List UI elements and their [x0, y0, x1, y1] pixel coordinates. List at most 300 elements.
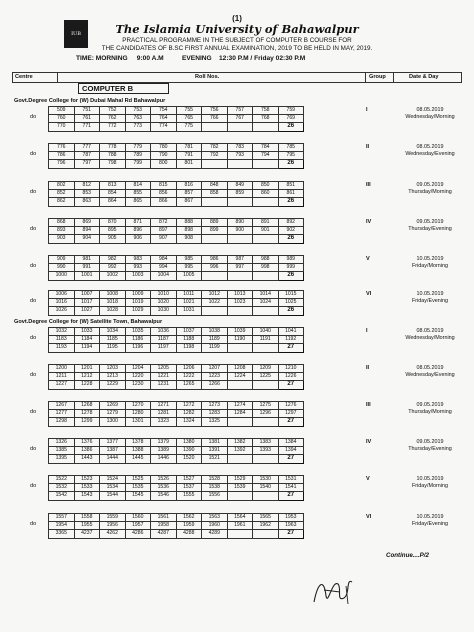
- roll-number-block: [48, 218, 304, 244]
- roll-number-cell: 1394: [278, 447, 304, 455]
- roll-number-cell: 783: [227, 144, 253, 152]
- exam-date-day: [398, 107, 462, 121]
- exam-date: 09.05.2019: [416, 439, 444, 445]
- exam-day: Friday/Evening: [412, 297, 448, 304]
- roll-number-cell: 890: [227, 219, 253, 227]
- roll-number-cell: 1000: [49, 272, 75, 280]
- roll-number-cell: [253, 381, 279, 389]
- group-total: 26: [278, 272, 304, 280]
- roll-number-cell: 1300: [100, 418, 126, 426]
- roll-number-cell: 1535: [125, 484, 151, 492]
- roll-number-cell: 1201: [74, 365, 100, 373]
- roll-number-cell: [253, 272, 279, 280]
- roll-number-cell: [202, 123, 228, 131]
- roll-number-cell: 1267: [49, 402, 75, 410]
- roll-number-cell: 754: [151, 107, 177, 115]
- roll-number-cell: 1278: [74, 410, 100, 418]
- roll-number-cell: 866: [151, 198, 177, 206]
- table-row: [49, 152, 304, 160]
- roll-number-cell: 1195: [100, 344, 126, 352]
- roll-number-cell: 789: [125, 152, 151, 160]
- roll-number-cell: [202, 307, 228, 315]
- course-title: COMPUTER B: [78, 83, 169, 94]
- roll-number-cell: 1557: [49, 514, 75, 522]
- roll-number-cell: 1031: [176, 307, 202, 315]
- roll-number-cell: 1956: [100, 522, 126, 530]
- roll-number-block: [48, 364, 304, 390]
- roll-number-cell: 788: [100, 152, 126, 160]
- roll-number-cell: 1393: [253, 447, 279, 455]
- roll-number-cell: 1325: [202, 418, 228, 426]
- roll-number-cell: 800: [151, 160, 177, 168]
- roll-number-cell: 898: [176, 227, 202, 235]
- roll-number-cell: 1958: [151, 522, 177, 530]
- roll-number-cell: 1528: [202, 476, 228, 484]
- roll-number-cell: 765: [176, 115, 202, 123]
- roll-number-cell: 1183: [49, 336, 75, 344]
- roll-number-cell: 871: [125, 219, 151, 227]
- ditto-mark: do: [30, 225, 37, 232]
- exam-day: Friday/Morning: [412, 262, 448, 269]
- table-row: [49, 402, 304, 410]
- ditto-mark: do: [30, 334, 37, 341]
- roll-number-cell: 1526: [151, 476, 177, 484]
- roll-number-cell: 1230: [125, 381, 151, 389]
- roll-number-cell: 900: [227, 227, 253, 235]
- roll-number-cell: 1037: [176, 328, 202, 336]
- ditto-mark: do: [30, 482, 37, 489]
- roll-number-cell: [253, 418, 279, 426]
- roll-number-cell: 862: [49, 198, 75, 206]
- table-row: [49, 144, 304, 152]
- roll-number-cell: 851: [278, 182, 304, 190]
- exam-day: Friday/Evening: [412, 520, 448, 527]
- roll-number-cell: 908: [176, 235, 202, 243]
- roll-number-cell: 777: [74, 144, 100, 152]
- roll-number-cell: 509: [49, 107, 75, 115]
- roll-number-cell: 1266: [202, 381, 228, 389]
- roll-number-cell: 994: [151, 264, 177, 272]
- table-row: [49, 219, 304, 227]
- table-row: [49, 514, 304, 522]
- group-total: 26: [278, 198, 304, 206]
- roll-number-cell: 1522: [49, 476, 75, 484]
- table-row: [49, 522, 304, 530]
- roll-number-cell: 897: [151, 227, 177, 235]
- roll-number-cell: 798: [100, 160, 126, 168]
- group-total: 27: [278, 455, 304, 463]
- exam-date: 08.05.2019: [416, 144, 444, 150]
- table-row: [49, 182, 304, 190]
- roll-number-cell: 907: [151, 235, 177, 243]
- roll-number-cell: 867: [176, 198, 202, 206]
- roll-number-cell: 764: [151, 115, 177, 123]
- roll-number-cell: 992: [100, 264, 126, 272]
- table-row: [49, 476, 304, 484]
- roll-number-cell: 1323: [151, 418, 177, 426]
- roll-number-cell: 1390: [176, 447, 202, 455]
- page-number: (1): [232, 14, 242, 23]
- group-number: I: [366, 107, 368, 113]
- exam-date-day: [398, 219, 462, 233]
- group-total: 27: [278, 381, 304, 389]
- roll-number-cell: 1198: [176, 344, 202, 352]
- roll-number-cell: 905: [100, 235, 126, 243]
- roll-number-cell: 985: [176, 256, 202, 264]
- roll-number-cell: 1013: [227, 291, 253, 299]
- roll-number-cell: 790: [151, 152, 177, 160]
- programme-line: PRACTICAL PROGRAMME IN THE SUBJECT OF COMPUTER B COURSE FOR: [122, 37, 352, 44]
- roll-number-cell: 1379: [151, 439, 177, 447]
- roll-number-cell: 763: [125, 115, 151, 123]
- continue-note: Continue....P/2: [386, 552, 429, 559]
- roll-number-cell: 1272: [176, 402, 202, 410]
- roll-number-cell: 1541: [278, 484, 304, 492]
- roll-number-cell: 1199: [202, 344, 228, 352]
- roll-number-cell: 1378: [125, 439, 151, 447]
- roll-number-cell: 1532: [49, 484, 75, 492]
- roll-number-cell: 756: [202, 107, 228, 115]
- roll-number-cell: 1271: [151, 402, 177, 410]
- roll-number-cell: 1015: [278, 291, 304, 299]
- roll-number-cell: 1026: [49, 307, 75, 315]
- roll-number-block: [48, 106, 304, 132]
- roll-number-cell: 1008: [100, 291, 126, 299]
- roll-number-cell: 801: [176, 160, 202, 168]
- roll-number-cell: 753: [125, 107, 151, 115]
- exam-date: 10.05.2019: [416, 256, 444, 262]
- header-centre: Centre: [15, 74, 33, 80]
- roll-number-cell: [202, 235, 228, 243]
- roll-number-cell: 864: [100, 198, 126, 206]
- table-row: [49, 160, 304, 168]
- roll-number-cell: 1017: [74, 299, 100, 307]
- roll-number-cell: 1963: [278, 522, 304, 530]
- header-date-day: Date & Day: [409, 74, 439, 80]
- roll-number-cell: 1542: [49, 492, 75, 500]
- exam-day: Thursday/Morning: [408, 188, 452, 195]
- roll-number-cell: 1191: [253, 336, 279, 344]
- group-number: IV: [366, 439, 372, 445]
- roll-number-cell: 1029: [125, 307, 151, 315]
- group-total: 26: [278, 307, 304, 315]
- roll-number-cell: 1521: [202, 455, 228, 463]
- table-row: [49, 299, 304, 307]
- roll-number-cell: 1387: [100, 447, 126, 455]
- roll-number-cell: [253, 235, 279, 243]
- college-name: Govt.Degree College for (W) Dubai Mahal Rd Bahawalpur: [14, 98, 166, 104]
- roll-number-cell: 1009: [125, 291, 151, 299]
- roll-number-cell: 1537: [176, 484, 202, 492]
- roll-number-cell: 755: [176, 107, 202, 115]
- roll-number-cell: 4286: [125, 530, 151, 538]
- roll-number-cell: 856: [151, 190, 177, 198]
- roll-number-cell: 1206: [176, 365, 202, 373]
- roll-number-cell: 902: [278, 227, 304, 235]
- roll-number-cell: 1189: [202, 336, 228, 344]
- roll-number-cell: 1524: [100, 476, 126, 484]
- roll-number-cell: 1041: [278, 328, 304, 336]
- ditto-mark: do: [30, 371, 37, 378]
- roll-number-cell: [253, 198, 279, 206]
- roll-number-cell: 1220: [125, 373, 151, 381]
- roll-number-cell: 909: [49, 256, 75, 264]
- roll-number-cell: 1004: [151, 272, 177, 280]
- roll-number-cell: 813: [100, 182, 126, 190]
- roll-number-cell: 1388: [125, 447, 151, 455]
- exam-date-day: [398, 328, 462, 342]
- roll-number-cell: 1385: [49, 447, 75, 455]
- roll-number-cell: 852: [49, 190, 75, 198]
- table-row: [49, 235, 304, 243]
- roll-number-cell: 1539: [227, 484, 253, 492]
- roll-number-cell: 1222: [176, 373, 202, 381]
- table-row: [49, 373, 304, 381]
- roll-number-cell: 1545: [125, 492, 151, 500]
- ditto-mark: do: [30, 150, 37, 157]
- roll-number-cell: 1030: [151, 307, 177, 315]
- roll-number-cell: [253, 455, 279, 463]
- roll-number-cell: 815: [151, 182, 177, 190]
- roll-number-cell: 751: [74, 107, 100, 115]
- table-row: [49, 328, 304, 336]
- roll-number-cell: 3365: [49, 530, 75, 538]
- roll-number-cell: 1301: [125, 418, 151, 426]
- college-name: Govt.Degree College for (W) Satellite Town, Bahawalpur: [14, 319, 163, 325]
- roll-number-cell: [202, 272, 228, 280]
- ditto-mark: do: [30, 445, 37, 452]
- roll-number-cell: 1184: [74, 336, 100, 344]
- roll-number-cell: 1019: [125, 299, 151, 307]
- roll-number-cell: 1955: [74, 522, 100, 530]
- roll-number-cell: 1024: [253, 299, 279, 307]
- roll-number-cell: [253, 307, 279, 315]
- roll-number-cell: 1555: [176, 492, 202, 500]
- roll-number-cell: 990: [49, 264, 75, 272]
- roll-number-cell: 1559: [100, 514, 126, 522]
- roll-number-cell: 1020: [151, 299, 177, 307]
- roll-number-cell: 781: [176, 144, 202, 152]
- roll-number-cell: 1395: [49, 455, 75, 463]
- roll-number-cell: 1002: [100, 272, 126, 280]
- ditto-mark: do: [30, 520, 37, 527]
- university-logo: IUB: [64, 20, 88, 48]
- exam-day: Wednesday/Evening: [405, 371, 455, 378]
- roll-number-cell: [253, 123, 279, 131]
- roll-number-cell: 780: [151, 144, 177, 152]
- roll-number-cell: 4237: [74, 530, 100, 538]
- roll-number-cell: [227, 381, 253, 389]
- roll-number-cell: [202, 160, 228, 168]
- roll-number-cell: 1200: [49, 365, 75, 373]
- roll-number-cell: 1211: [49, 373, 75, 381]
- roll-number-cell: 1546: [151, 492, 177, 500]
- exam-day: Thursday/Evening: [408, 445, 452, 452]
- roll-number-cell: 1192: [278, 336, 304, 344]
- roll-number-cell: 782: [202, 144, 228, 152]
- roll-number-cell: 796: [49, 160, 75, 168]
- group-total: 27: [278, 344, 304, 352]
- roll-number-cell: [227, 235, 253, 243]
- roll-number-cell: 1284: [227, 410, 253, 418]
- roll-number-cell: [227, 272, 253, 280]
- roll-number-cell: 759: [278, 107, 304, 115]
- roll-number-cell: 858: [202, 190, 228, 198]
- roll-number-cell: 1283: [202, 410, 228, 418]
- roll-number-cell: 868: [49, 219, 75, 227]
- roll-number-cell: 1384: [278, 439, 304, 447]
- roll-number-cell: 1540: [253, 484, 279, 492]
- roll-number-cell: 987: [227, 256, 253, 264]
- group-number: II: [366, 144, 370, 150]
- roll-number-block: [48, 438, 304, 464]
- roll-number-cell: 1003: [125, 272, 151, 280]
- roll-number-cell: 848: [202, 182, 228, 190]
- roll-number-cell: 1001: [74, 272, 100, 280]
- candidates-line: THE CANDIDATES OF B.SC FIRST ANNUAL EXAMINATION, 2019 TO BE HELD IN MAY, 2019.: [101, 45, 373, 52]
- table-row: [49, 198, 304, 206]
- exam-date: 09.05.2019: [416, 182, 444, 188]
- table-row: [49, 291, 304, 299]
- roll-number-cell: 996: [202, 264, 228, 272]
- roll-number-block: [48, 181, 304, 207]
- roll-number-cell: 1276: [278, 402, 304, 410]
- exam-date: 10.05.2019: [416, 514, 444, 520]
- roll-number-cell: 904: [74, 235, 100, 243]
- exam-date-day: [398, 514, 462, 528]
- exam-date-day: [398, 256, 462, 270]
- roll-number-cell: 794: [253, 152, 279, 160]
- roll-number-cell: 984: [151, 256, 177, 264]
- roll-number-cell: 802: [49, 182, 75, 190]
- university-name: The Islamia University of Bahawalpur: [115, 22, 359, 36]
- roll-number-cell: 767: [227, 115, 253, 123]
- table-row: [49, 439, 304, 447]
- roll-number-cell: 997: [227, 264, 253, 272]
- roll-number-cell: 4287: [151, 530, 177, 538]
- group-number: III: [366, 402, 371, 408]
- roll-number-cell: 894: [74, 227, 100, 235]
- roll-number-cell: 1016: [49, 299, 75, 307]
- roll-number-cell: 1523: [74, 476, 100, 484]
- roll-number-cell: 1953: [278, 514, 304, 522]
- exam-timing: TIME: MORNING 9:00 A.M EVENING 12:30 P.M / Friday 02:30 P.M: [76, 55, 306, 62]
- roll-number-cell: 1962: [253, 522, 279, 530]
- table-header: [12, 72, 462, 83]
- roll-number-cell: 1445: [125, 455, 151, 463]
- roll-number-cell: 1207: [202, 365, 228, 373]
- roll-number-cell: 981: [74, 256, 100, 264]
- exam-date: 09.05.2019: [416, 219, 444, 225]
- roll-number-cell: 1279: [100, 410, 126, 418]
- roll-number-cell: 872: [151, 219, 177, 227]
- roll-number-cell: 1231: [151, 381, 177, 389]
- roll-number-cell: 1296: [253, 410, 279, 418]
- roll-number-cell: 1040: [253, 328, 279, 336]
- roll-number-cell: 1197: [151, 344, 177, 352]
- group-number: VI: [366, 514, 372, 520]
- roll-number-cell: 899: [202, 227, 228, 235]
- roll-number-cell: 792: [202, 152, 228, 160]
- roll-number-cell: 762: [100, 115, 126, 123]
- header-group: Group: [369, 74, 386, 80]
- roll-number-cell: 1224: [227, 373, 253, 381]
- roll-number-cell: 1006: [49, 291, 75, 299]
- roll-number-cell: 1298: [49, 418, 75, 426]
- group-total: 27: [278, 418, 304, 426]
- roll-number-cell: 1188: [176, 336, 202, 344]
- roll-number-cell: 1530: [253, 476, 279, 484]
- roll-number-cell: 757: [227, 107, 253, 115]
- roll-number-cell: 995: [176, 264, 202, 272]
- roll-number-cell: [227, 455, 253, 463]
- roll-number-cell: 1209: [253, 365, 279, 373]
- roll-number-cell: 1022: [202, 299, 228, 307]
- roll-number-cell: 1032: [49, 328, 75, 336]
- roll-number-cell: 1268: [74, 402, 100, 410]
- roll-number-cell: 795: [278, 152, 304, 160]
- roll-number-cell: 1187: [151, 336, 177, 344]
- group-number: V: [366, 256, 370, 262]
- roll-number-cell: [227, 344, 253, 352]
- roll-number-cell: 1208: [227, 365, 253, 373]
- roll-number-cell: 1544: [100, 492, 126, 500]
- roll-number-cell: 797: [74, 160, 100, 168]
- exam-date-day: [398, 291, 462, 305]
- roll-number-cell: 1265: [176, 381, 202, 389]
- roll-number-cell: 892: [278, 219, 304, 227]
- roll-number-cell: 787: [74, 152, 100, 160]
- roll-number-cell: 1038: [202, 328, 228, 336]
- table-row: [49, 484, 304, 492]
- roll-number-cell: 853: [74, 190, 100, 198]
- roll-number-cell: 775: [176, 123, 202, 131]
- roll-number-cell: 989: [278, 256, 304, 264]
- ditto-mark: do: [30, 188, 37, 195]
- roll-number-cell: 1023: [227, 299, 253, 307]
- group-number: IV: [366, 219, 372, 225]
- roll-number-cell: 1012: [202, 291, 228, 299]
- roll-number-cell: 771: [74, 123, 100, 131]
- table-row: [49, 227, 304, 235]
- roll-number-block: [48, 143, 304, 169]
- roll-number-cell: [227, 418, 253, 426]
- roll-number-cell: 1185: [100, 336, 126, 344]
- roll-number-cell: 895: [100, 227, 126, 235]
- roll-number-cell: 1281: [151, 410, 177, 418]
- roll-number-cell: 1443: [74, 455, 100, 463]
- table-row: [49, 418, 304, 426]
- group-number: II: [366, 365, 370, 371]
- roll-number-cell: 1033: [74, 328, 100, 336]
- roll-number-cell: 1529: [227, 476, 253, 484]
- roll-number-cell: 1381: [202, 439, 228, 447]
- roll-number-cell: 1204: [125, 365, 151, 373]
- roll-number-cell: 774: [151, 123, 177, 131]
- roll-number-cell: 1225: [253, 373, 279, 381]
- table-row: [49, 381, 304, 389]
- ditto-mark: do: [30, 262, 37, 269]
- roll-number-cell: 799: [125, 160, 151, 168]
- group-number: V: [366, 476, 370, 482]
- roll-number-cell: 1021: [176, 299, 202, 307]
- ditto-mark: do: [30, 408, 37, 415]
- roll-number-cell: 1275: [253, 402, 279, 410]
- roll-number-cell: 1223: [202, 373, 228, 381]
- roll-number-cell: 982: [100, 256, 126, 264]
- roll-number-cell: 1562: [176, 514, 202, 522]
- roll-number-block: [48, 401, 304, 427]
